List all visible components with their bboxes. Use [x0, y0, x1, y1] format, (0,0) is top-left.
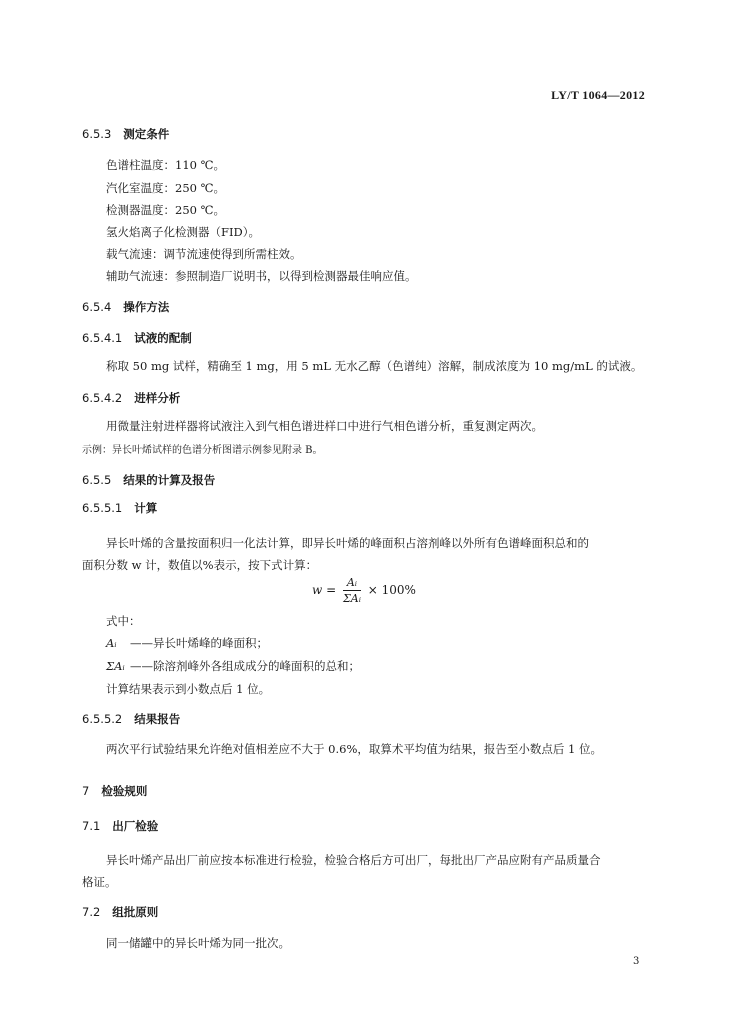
heading-number: 6.5.5.2 [82, 712, 123, 726]
formula [312, 576, 416, 605]
condition-carrier-gas: 载气流速：调节流速使得到所需柱效。 [106, 247, 302, 261]
heading-6-5-5-2 [82, 711, 180, 727]
heading-7 [82, 783, 147, 799]
heading-title: 结果报告 [134, 712, 181, 726]
heading-title: 组批原则 [112, 905, 159, 919]
condition-detector: 氢火焰离子化检测器（FID）。 [106, 225, 260, 239]
formula-denominator: ΣAᵢ [342, 592, 361, 605]
standard-code: LY/T 1064—2012 [551, 88, 645, 102]
condition-vaporizer-temp: 汽化室温度：250 ℃。 [106, 181, 225, 195]
where-desc: ——异长叶烯峰的峰面积； [130, 636, 268, 650]
heading-title: 试液的配制 [134, 331, 192, 345]
formula-rhs: × 100% [367, 583, 416, 597]
paragraph-6-5-4-2: 用微量注射进样器将试液注入到气相色谱进样口中进行气相色谱分析，重复测定两次。 [106, 419, 543, 433]
heading-title: 结果的计算及报告 [123, 473, 216, 487]
heading-number: 6.5.5 [82, 473, 112, 487]
heading-number: 7.2 [82, 905, 101, 919]
formula-lhs: w = [312, 583, 337, 597]
heading-title: 测定条件 [123, 127, 170, 141]
heading-number: 7.1 [82, 819, 101, 833]
heading-7-1 [82, 818, 158, 834]
heading-7-2 [82, 904, 158, 920]
heading-title: 操作方法 [123, 300, 170, 314]
page-number: 3 [633, 956, 640, 967]
where-item-ai [106, 635, 268, 651]
where-desc: ——除溶剂峰外各组成成分的峰面积的总和； [130, 659, 360, 673]
heading-number: 6.5.4.2 [82, 391, 123, 405]
where-symbol: ΣAᵢ [106, 659, 125, 673]
heading-number: 6.5.4 [82, 300, 112, 314]
heading-6-5-3 [82, 126, 169, 142]
heading-6-5-5 [82, 472, 215, 488]
paragraph-6-5-5-1-line1: 异长叶烯的含量按面积归一化法计算，即异长叶烯的峰面积占溶剂峰以外所有色谱峰面积总和的 [106, 536, 589, 550]
heading-6-5-4 [82, 299, 169, 315]
condition-aux-gas: 辅助气流速：参照制造厂说明书，以得到检测器最佳响应值。 [106, 269, 417, 283]
heading-title: 出厂检验 [112, 819, 159, 833]
where-item-sum-ai [106, 658, 360, 674]
paragraph-6-5-5-1-line2: 面积分数 w 计，数值以%表示，按下式计算： [82, 558, 318, 572]
heading-number: 6.5.5.1 [82, 501, 123, 515]
paragraph-7-1-line2: 格证。 [82, 875, 117, 889]
condition-column-temp: 色谱柱温度：110 ℃。 [106, 158, 225, 172]
heading-6-5-4-2 [82, 390, 180, 406]
heading-number: 6.5.4.1 [82, 331, 123, 345]
heading-title: 计算 [134, 501, 158, 515]
example-6-5-4-2: 示例：异长叶烯试样的色谱分析图谱示例参见附录 B。 [82, 445, 323, 456]
paragraph-6-5-5-2: 两次平行试验结果允许绝对值相差应不大于 0.6%，取算术平均值为结果，报告至小数点后 1 位。 [106, 742, 602, 756]
heading-number: 6.5.3 [82, 127, 112, 141]
where-symbol: Aᵢ [106, 636, 117, 650]
paragraph-7-1-line1: 异长叶烯产品出厂前应按本标准进行检验，检验合格后方可出厂，每批出厂产品应附有产品质量合 [106, 853, 601, 867]
formula-fraction [343, 576, 361, 605]
heading-title: 进样分析 [134, 391, 181, 405]
heading-6-5-4-1 [82, 330, 192, 346]
paragraph-6-5-4-1: 称取 50 mg 试样，精确至 1 mg，用 5 mL 无水乙醇（色谱纯）溶解，制成浓度为 10 mg/mL 的试液。 [106, 359, 643, 373]
condition-detector-temp: 检测器温度：250 ℃。 [106, 203, 225, 217]
where-label: 式中： [106, 614, 141, 628]
heading-number: 7 [82, 784, 90, 798]
paragraph-7-2: 同一储罐中的异长叶烯为同一批次。 [106, 936, 290, 950]
heading-title: 检验规则 [101, 784, 148, 798]
heading-6-5-5-1 [82, 500, 157, 516]
calc-note: 计算结果表示到小数点后 1 位。 [106, 682, 271, 696]
formula-numerator: Aᵢ [343, 576, 361, 591]
